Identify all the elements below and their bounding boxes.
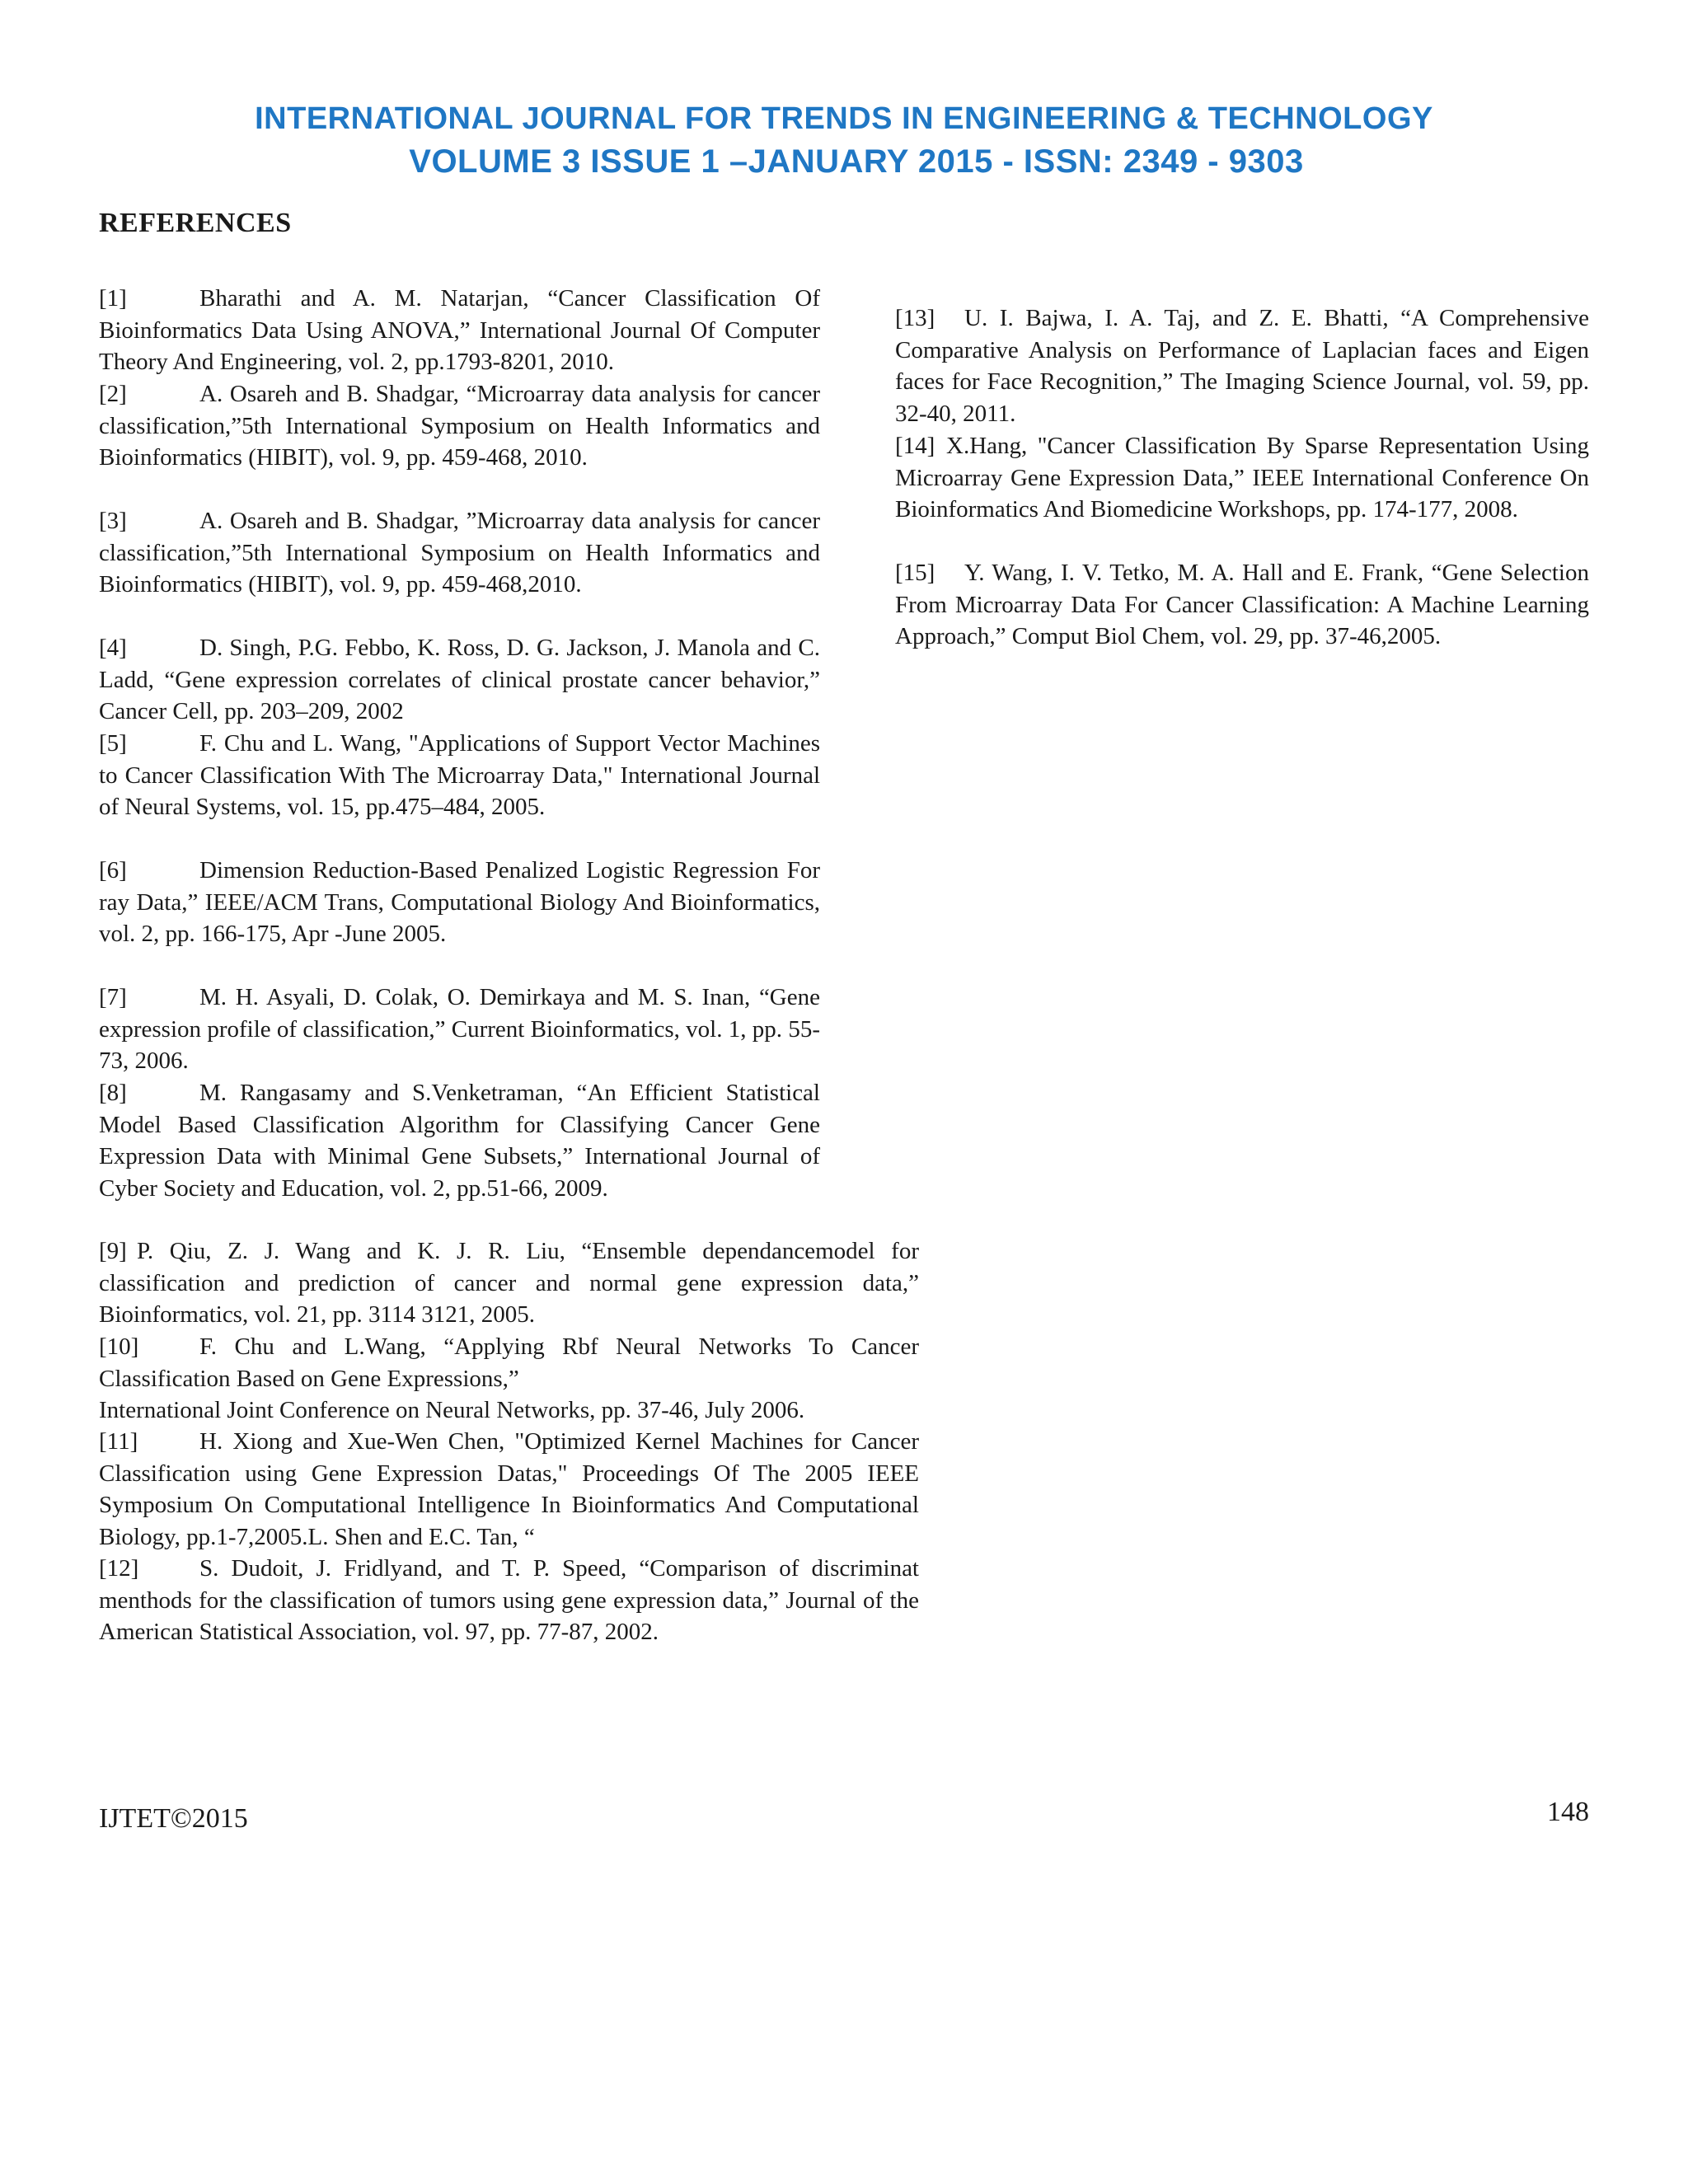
- reference-text: D. Singh, P.G. Febbo, K. Ross, D. G. Jackson, J. Manola and C. Ladd, “Gene expression correlates of clinical prostate cancer behavior,” Cancer Cell, pp. 203–209, 2002: [99, 635, 820, 724]
- journal-header: [0, 97, 1688, 183]
- reference-number: [10]: [99, 1333, 139, 1360]
- reference-text: A. Osareh and B. Shadgar, ”Microarray data analysis for cancer classification,”5th International Symposium on Health Informatics and Bioinformatics (HIBIT), vol. 9, pp. 459-468,2010.: [99, 508, 820, 598]
- reference-9: [99, 1235, 919, 1331]
- reference-number: [3]: [99, 508, 127, 534]
- reference-4: [99, 632, 820, 728]
- reference-text: H. Xiong and Xue-Wen Chen, "Optimized Kernel Machines for Cancer Classification using Gene Expression Datas," Proceedings Of The 2005 IEEE Symposium On Computational Intelligence In Bioinformatics And Computational Biology, pp.1-7,2005.L. Shen and E.C. Tan, “: [99, 1428, 919, 1550]
- page-number: 148: [1547, 1797, 1589, 1827]
- reference-1: [99, 283, 820, 378]
- reference-10: [99, 1331, 919, 1427]
- reference-number: [13]: [895, 305, 935, 331]
- reference-14: [895, 430, 1589, 526]
- reference-text: U. I. Bajwa, I. A. Taj, and Z. E. Bhatti, “A Comprehensive Comparative Analysis on Performance of Laplacian faces and Eigen faces for Face Recognition,” The Imaging Science Journal, vol. 59, pp. 32-40, 2011.: [895, 305, 1589, 427]
- reference-text: X.Hang, "Cancer Classification By Sparse Representation Using Microarray Gene Expression Data,” IEEE International Conference On Bioinformatics And Biomedicine Workshops, pp. 174-177, 2008.: [895, 433, 1589, 523]
- reference-text-continued: International Joint Conference on Neural Networks, pp. 37-46, July 2006.: [99, 1397, 805, 1423]
- reference-number: [9]: [99, 1238, 127, 1264]
- footer-copyright: IJTET©2015: [99, 1803, 248, 1834]
- reference-number: [8]: [99, 1080, 127, 1106]
- reference-11: [99, 1426, 919, 1553]
- reference-text: P. Qiu, Z. J. Wang and K. J. R. Liu, “Ensemble dependancemodel for classification and prediction of cancer and normal gene expression data,” Bioinformatics, vol. 21, pp. 3114 3121, 2005.: [99, 1238, 919, 1328]
- reference-number: [2]: [99, 381, 127, 407]
- reference-text: A. Osareh and B. Shadgar, “Microarray data analysis for cancer classification,”5th International Symposium on Health Informatics and Bioinformatics (HIBIT), vol. 9, pp. 459-468, 2010.: [99, 381, 820, 471]
- reference-5: [99, 728, 820, 823]
- reference-number: [6]: [99, 857, 127, 883]
- reference-number: [12]: [99, 1555, 139, 1582]
- reference-text: F. Chu and L.Wang, “Applying Rbf Neural Networks To Cancer Classification Based on Gene Expressions,”: [99, 1333, 919, 1392]
- reference-text: S. Dudoit, J. Fridlyand, and T. P. Speed, “Comparison of discriminat menthods for the classification of tumors using gene expression data,” Journal of the American Statistical Association, vol. 97, pp. 77-87, 2002.: [99, 1555, 919, 1645]
- reference-15: [895, 557, 1589, 653]
- reference-text: M. H. Asyali, D. Colak, O. Demirkaya and M. S. Inan, “Gene expression profile of classification,” Current Bioinformatics, vol. 1, pp. 55-73, 2006.: [99, 984, 820, 1074]
- reference-3: [99, 505, 820, 601]
- reference-text: Bharathi and A. M. Natarjan, “Cancer Classification Of Bioinformatics Data Using ANOVA,” International Journal Of Computer Theory And Engineering, vol. 2, pp.1793-8201, 2010.: [99, 285, 820, 375]
- reference-number: [15]: [895, 560, 935, 586]
- reference-12: [99, 1553, 919, 1648]
- reference-number: [5]: [99, 730, 127, 757]
- section-title: REFERENCES: [99, 208, 292, 238]
- reference-6: [99, 855, 820, 950]
- reference-13: [895, 302, 1589, 429]
- reference-text: Dimension Reduction-Based Penalized Logistic Regression For ray Data,” IEEE/ACM Trans, Computational Biology And Bioinformatics, vol. 2, pp. 166-175, Apr -June 2005.: [99, 857, 820, 947]
- journal-issue-line: VOLUME 3 ISSUE 1 –JANUARY 2015 - ISSN: 2349 - 9303: [409, 143, 1304, 180]
- reference-2: [99, 378, 820, 474]
- reference-7: [99, 982, 820, 1077]
- reference-number: [7]: [99, 984, 127, 1010]
- reference-number: [11]: [99, 1428, 138, 1455]
- reference-text: F. Chu and L. Wang, "Applications of Support Vector Machines to Cancer Classification With The Microarray Data," International Journal of Neural Systems, vol. 15, pp.475–484, 2005.: [99, 730, 820, 820]
- journal-title: INTERNATIONAL JOURNAL FOR TRENDS IN ENGINEERING & TECHNOLOGY: [255, 101, 1433, 136]
- reference-number: [1]: [99, 285, 127, 312]
- reference-number: [14]: [895, 433, 935, 459]
- reference-8: [99, 1077, 820, 1204]
- reference-number: [4]: [99, 635, 127, 661]
- reference-text: M. Rangasamy and S.Venketraman, “An Efficient Statistical Model Based Classification Algorithm for Classifying Cancer Gene Expression Data with Minimal Gene Subsets,” International Journal of Cyber Society and Education, vol. 2, pp.51-66, 2009.: [99, 1080, 820, 1202]
- reference-text: Y. Wang, I. V. Tetko, M. A. Hall and E. Frank, “Gene Selection From Microarray Data For Cancer Classification: A Machine Learning Approach,” Comput Biol Chem, vol. 29, pp. 37-46,2005.: [895, 560, 1589, 649]
